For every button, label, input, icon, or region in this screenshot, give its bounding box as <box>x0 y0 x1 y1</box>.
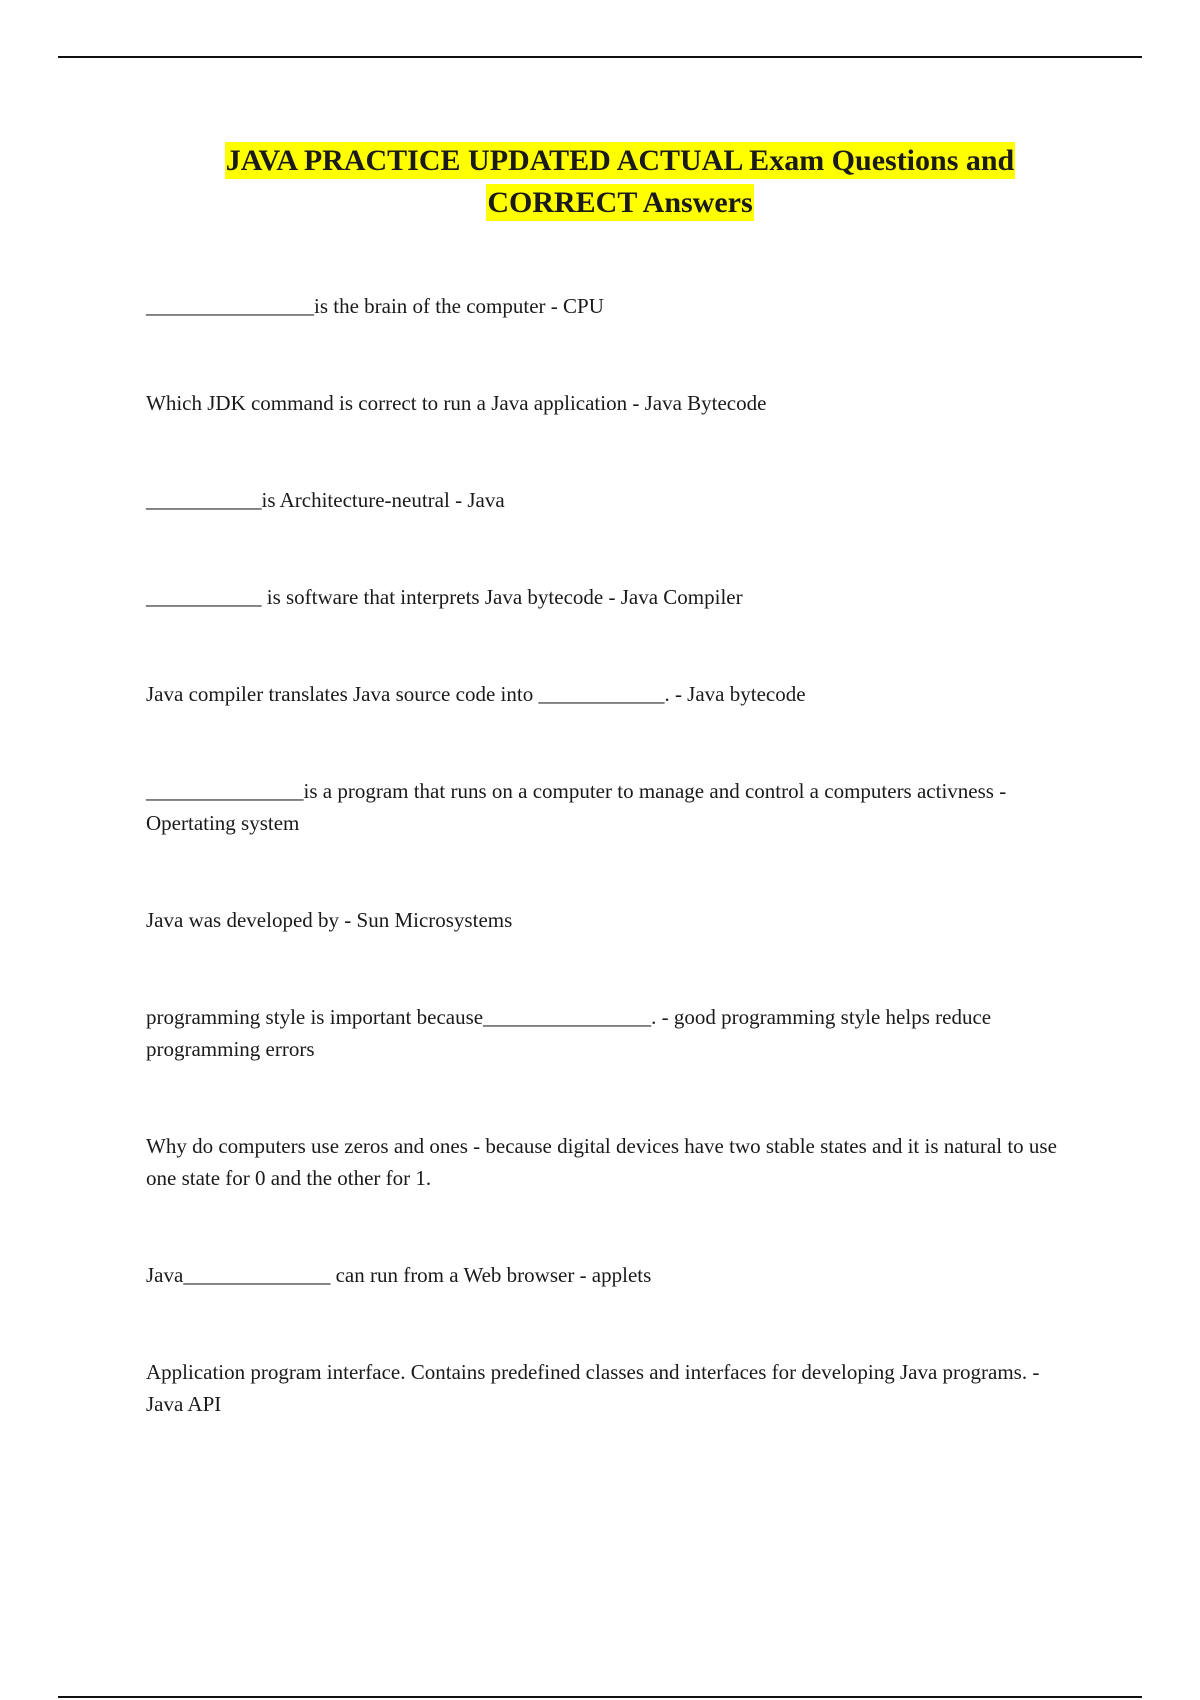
qa-item-3: ___________is Architecture-neutral - Java <box>146 488 505 512</box>
qa-item-7: Java was developed by - Sun Microsystems <box>146 908 513 932</box>
top-rule <box>58 56 1142 58</box>
qa-item-5: Java compiler translates Java source code into ____________. - Java bytecode <box>146 682 806 706</box>
qa-item-6: _______________is a program that runs on a computer to manage and control a computers activness - Opertating system <box>146 779 1007 835</box>
bottom-rule <box>58 1696 1142 1698</box>
qa-item-1: ________________is the brain of the computer - CPU <box>146 294 604 318</box>
qa-item-4: ___________ is software that interprets Java bytecode - Java Compiler <box>146 585 743 609</box>
qa-item-11: Application program interface. Contains predefined classes and interfaces for developing Java programs. - Java API <box>146 1360 1040 1416</box>
qa-item-10: Java______________ can run from a Web browser - applets <box>146 1263 652 1287</box>
qa-item-9: Why do computers use zeros and ones - because digital devices have two stable states and it is natural to use one state for 0 and the other for 1. <box>146 1134 1057 1190</box>
question-answer-list <box>146 290 1076 1485</box>
qa-item-2: Which JDK command is correct to run a Java application - Java Bytecode <box>146 391 767 415</box>
document-title <box>100 140 1140 224</box>
title-line-2: CORRECT Answers <box>487 186 753 219</box>
title-line-1: JAVA PRACTICE UPDATED ACTUAL Exam Questions and <box>225 144 1015 177</box>
qa-item-8: programming style is important because________________. - good programming style helps reduce programming errors <box>146 1005 992 1061</box>
